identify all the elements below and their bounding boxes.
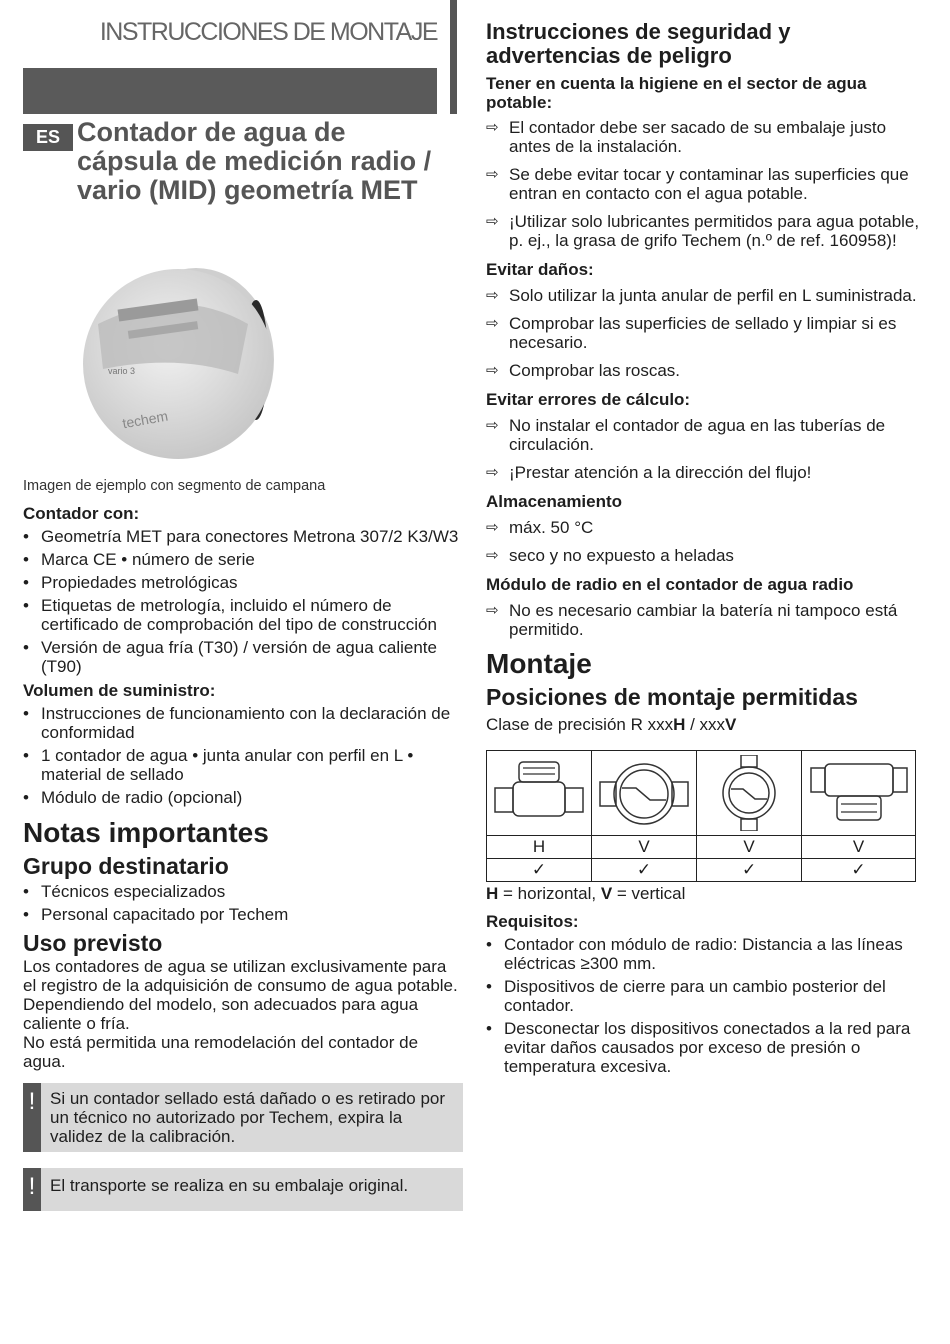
list-item: ⇨ El contador debe ser sacado de su embalaje justo antes de la instalación.	[486, 118, 887, 156]
list-item: • Geometría MET para conectores Metrona 307/2 K3/W3	[23, 527, 463, 546]
position-vertical-down-image	[697, 751, 802, 836]
contador-list	[23, 527, 463, 676]
list-item: ⇨ Comprobar las superficies de sellado y limpiar si es necesario.	[486, 314, 897, 352]
arrow-right-icon: ⇨	[486, 547, 499, 564]
position-label: V	[802, 836, 916, 859]
list-item: ⇨ No instalar el contador de agua en las tuberías de circulación.	[486, 416, 886, 454]
list-item: ⇨ máx. 50 °C	[486, 518, 594, 537]
position-legend: H = horizontal, V = vertical	[486, 884, 686, 903]
requisitos-list	[486, 935, 931, 1076]
list-item: • Desconectar los dispositivos conectados a la red para evitar daños causados por exceso de presión o temperatura excesiva.	[486, 1019, 931, 1076]
list-item: • Etiquetas de metrología, incluido el número de certificado de comprobación del tipo de construcción	[23, 596, 463, 634]
warning-icon: !	[23, 1168, 41, 1211]
hygiene-list	[486, 118, 931, 250]
posiciones-heading: Posiciones de montaje permitidas	[486, 684, 858, 710]
list-item: • 1 contador de agua • junta anular con perfil en L • material de sellado	[23, 746, 463, 784]
arrow-right-icon: ⇨	[486, 464, 499, 481]
header-title: INSTRUCCIONES DE MONTAJE	[99, 18, 437, 46]
uso-text-2: No está permitida una remodelación del contador de agua.	[23, 1033, 419, 1071]
arrow-right-icon: ⇨	[486, 519, 499, 536]
warning-icon: !	[23, 1083, 41, 1152]
calculo-list	[486, 416, 931, 482]
list-item: • Contador con módulo de radio: Distancia a las líneas eléctricas ≥300 mm.	[486, 935, 931, 973]
danos-heading: Evitar daños:	[486, 260, 594, 279]
position-label: V	[592, 836, 697, 859]
list-item: ⇨ seco y no expuesto a heladas	[486, 546, 734, 565]
list-item: • Versión de agua fría (T30) / versión de agua caliente (T90)	[23, 638, 463, 676]
list-item: ⇨ Solo utilizar la junta anular de perfil en L suministrada.	[486, 286, 917, 305]
list-item: • Instrucciones de funcionamiento con la declaración de conformidad	[23, 704, 463, 742]
warning-box-transport	[23, 1168, 463, 1211]
grupo-list	[23, 882, 463, 924]
checkmark-icon: ✓	[802, 859, 916, 882]
almacenamiento-list	[486, 518, 931, 565]
checkmark-icon: ✓	[592, 859, 697, 882]
list-item: ⇨ ¡Utilizar solo lubricantes permitidos para agua potable, p. ej., la grasa de grifo Techem (n.º de ref. 160958)!	[486, 212, 920, 250]
requisitos-heading: Requisitos:	[486, 912, 579, 931]
list-item: • Propiedades metrológicas	[23, 573, 463, 592]
arrow-right-icon: ⇨	[486, 287, 499, 304]
right-column	[486, 20, 931, 1080]
list-item: ⇨ Comprobar las roscas.	[486, 361, 681, 380]
volumen-heading: Volumen de suministro:	[23, 681, 216, 700]
warning-text: El transporte se realiza en su embalaje original.	[50, 1176, 409, 1195]
image-caption: Imagen de ejemplo con segmento de campana	[23, 478, 326, 494]
arrow-right-icon: ⇨	[486, 213, 499, 230]
radio-heading: Módulo de radio en el contador de agua radio	[486, 575, 854, 594]
uso-heading: Uso previsto	[23, 930, 163, 956]
uso-text: Los contadores de agua se utilizan exclusivamente para el registro de la adquisición de consumo de agua potable. Dependiendo del modelo, son adecuados para agua caliente o fría.	[23, 957, 458, 1033]
danos-list	[486, 286, 931, 380]
volumen-list	[23, 704, 463, 807]
contador-heading: Contador con:	[23, 504, 140, 523]
arrow-right-icon: ⇨	[486, 417, 499, 434]
list-item: ⇨ No es necesario cambiar la batería ni tampoco está permitido.	[486, 601, 898, 639]
radio-list	[486, 601, 931, 639]
warning-box-calibration	[23, 1083, 463, 1152]
hygiene-heading: Tener en cuenta la higiene en el sector de agua potable:	[486, 74, 867, 112]
checkmark-icon: ✓	[487, 859, 592, 882]
position-vertical-front-image	[592, 751, 697, 836]
grupo-heading: Grupo destinatario	[23, 853, 229, 879]
list-item: • Dispositivos de cierre para un cambio posterior del contador.	[486, 977, 931, 1015]
arrow-right-icon: ⇨	[486, 119, 499, 136]
checkmark-icon: ✓	[697, 859, 802, 882]
left-column	[23, 503, 463, 1211]
water-meter-image	[78, 264, 278, 464]
column-divider	[450, 0, 457, 114]
list-item: • Marca CE • número de serie	[23, 550, 463, 569]
arrow-right-icon: ⇨	[486, 362, 499, 379]
arrow-right-icon: ⇨	[486, 315, 499, 332]
meter-brand-label: techem	[121, 407, 170, 432]
arrow-right-icon: ⇨	[486, 602, 499, 619]
montaje-heading: Montaje	[486, 648, 592, 679]
position-vertical-side-image	[802, 751, 916, 836]
list-item: • Personal capacitado por Techem	[23, 905, 463, 924]
warning-text: Si un contador sellado está dañado o es retirado por un técnico no autorizado por Techem, expira la validez de la calibración.	[50, 1089, 446, 1146]
arrow-right-icon: ⇨	[486, 166, 499, 183]
language-tag: ES	[23, 124, 73, 151]
precision-class: Clase de precisión R xxxH / xxxV	[486, 715, 737, 734]
list-item: ⇨ ¡Prestar atención a la dirección del flujo!	[486, 463, 812, 482]
header-bar	[23, 68, 437, 114]
page-title: Contador de agua de cápsula de medición radio / vario (MID) geometría MET	[77, 117, 432, 205]
safety-heading: Instrucciones de seguridad y advertencias de peligro	[486, 19, 791, 68]
list-item: • Módulo de radio (opcional)	[23, 788, 463, 807]
position-horizontal-image	[487, 751, 592, 836]
mounting-positions-table	[486, 750, 916, 882]
list-item: • Técnicos especializados	[23, 882, 463, 901]
meter-model-label: vario 3	[108, 366, 136, 376]
calculo-heading: Evitar errores de cálculo:	[486, 390, 691, 409]
notas-heading: Notas importantes	[23, 817, 269, 848]
list-item: ⇨ Se debe evitar tocar y contaminar las superficies que entran en contacto con el agua potable.	[486, 165, 909, 203]
position-label: H	[487, 836, 592, 859]
position-label: V	[697, 836, 802, 859]
almacenamiento-heading: Almacenamiento	[486, 492, 623, 511]
